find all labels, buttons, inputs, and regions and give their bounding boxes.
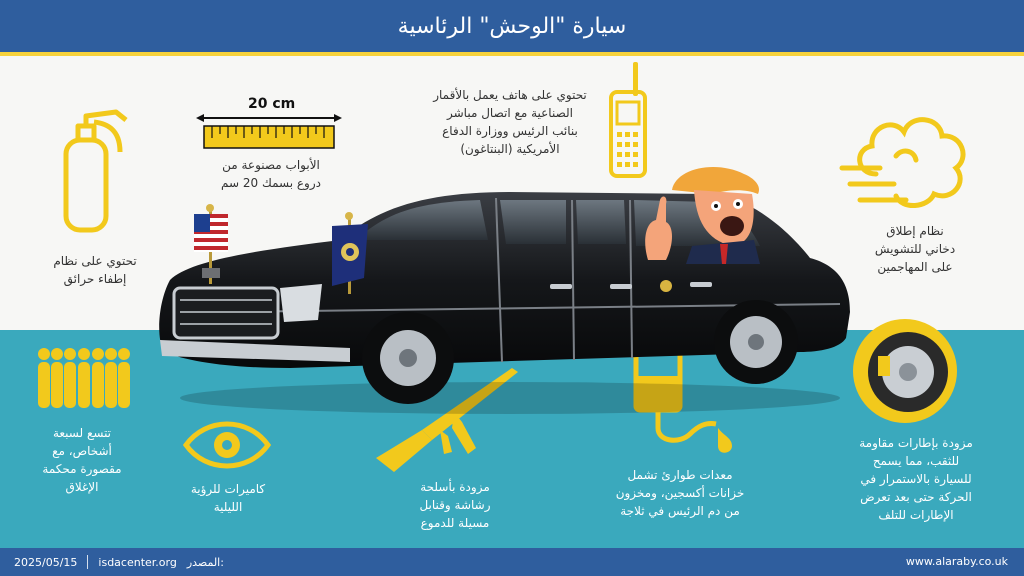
ruler-label: 20 cm: [248, 96, 296, 112]
header-bar: [0, 0, 1024, 52]
page-title: سيارة "الوحش" الرئاسية: [397, 13, 627, 39]
smoke-text: نظام إطلاق دخاني للتشويش على المهاجمين: [874, 224, 956, 274]
header-accent-line: [0, 52, 1024, 56]
source-link[interactable]: isdacenter.org: [98, 555, 177, 569]
publish-date: 2025/05/15: [14, 555, 78, 569]
trump-caricature: [636, 160, 768, 264]
tires-text: مزودة بإطارات مقاومة للثقب، مما يسمح للسيارة بالاستمرار في الحركة حتى بعد تعرض الإطارات للتلف: [859, 436, 973, 522]
seats-text: تتسع لسبعة أشخاص، مع مقصورة محكمة الإغلاق: [42, 426, 122, 494]
cameras-text: كاميرات للرؤية الليلية: [190, 482, 266, 514]
phone-text: تحتوي على هاتف يعمل بالأقمار الصناعية مع اتصال مباشر بنائب الرئيس ووزارة الدفاع الأمريكية (البنتاغون): [433, 88, 587, 156]
us-flag-icon: [190, 204, 232, 284]
eye-icon: [182, 420, 272, 470]
weapons-text: مزودة بأسلحة رشاشة وقنابل مسيلة للدموع: [419, 480, 491, 530]
emergency-text: معدات طوارئ تشمل خزانات أكسجين، ومخزون من دم الرئيس في ثلاجة: [615, 468, 745, 518]
footer-separator: [87, 555, 88, 569]
tire-icon: [850, 316, 960, 426]
fire-system-text: تحتوي على نظام إطفاء حرائق: [53, 254, 137, 286]
doors-armor-text: الأبواب مصنوعة من دروع بسمك 20 سم: [221, 158, 321, 190]
ruler-icon: [196, 112, 342, 152]
fire-extinguisher-icon: [54, 106, 130, 234]
footer-bar: [0, 548, 1024, 576]
source-label: المصدر:: [186, 555, 224, 569]
site-link[interactable]: www.alaraby.co.uk: [905, 555, 1008, 568]
presidential-flag-icon: [328, 212, 372, 296]
people-icon: [36, 346, 132, 410]
